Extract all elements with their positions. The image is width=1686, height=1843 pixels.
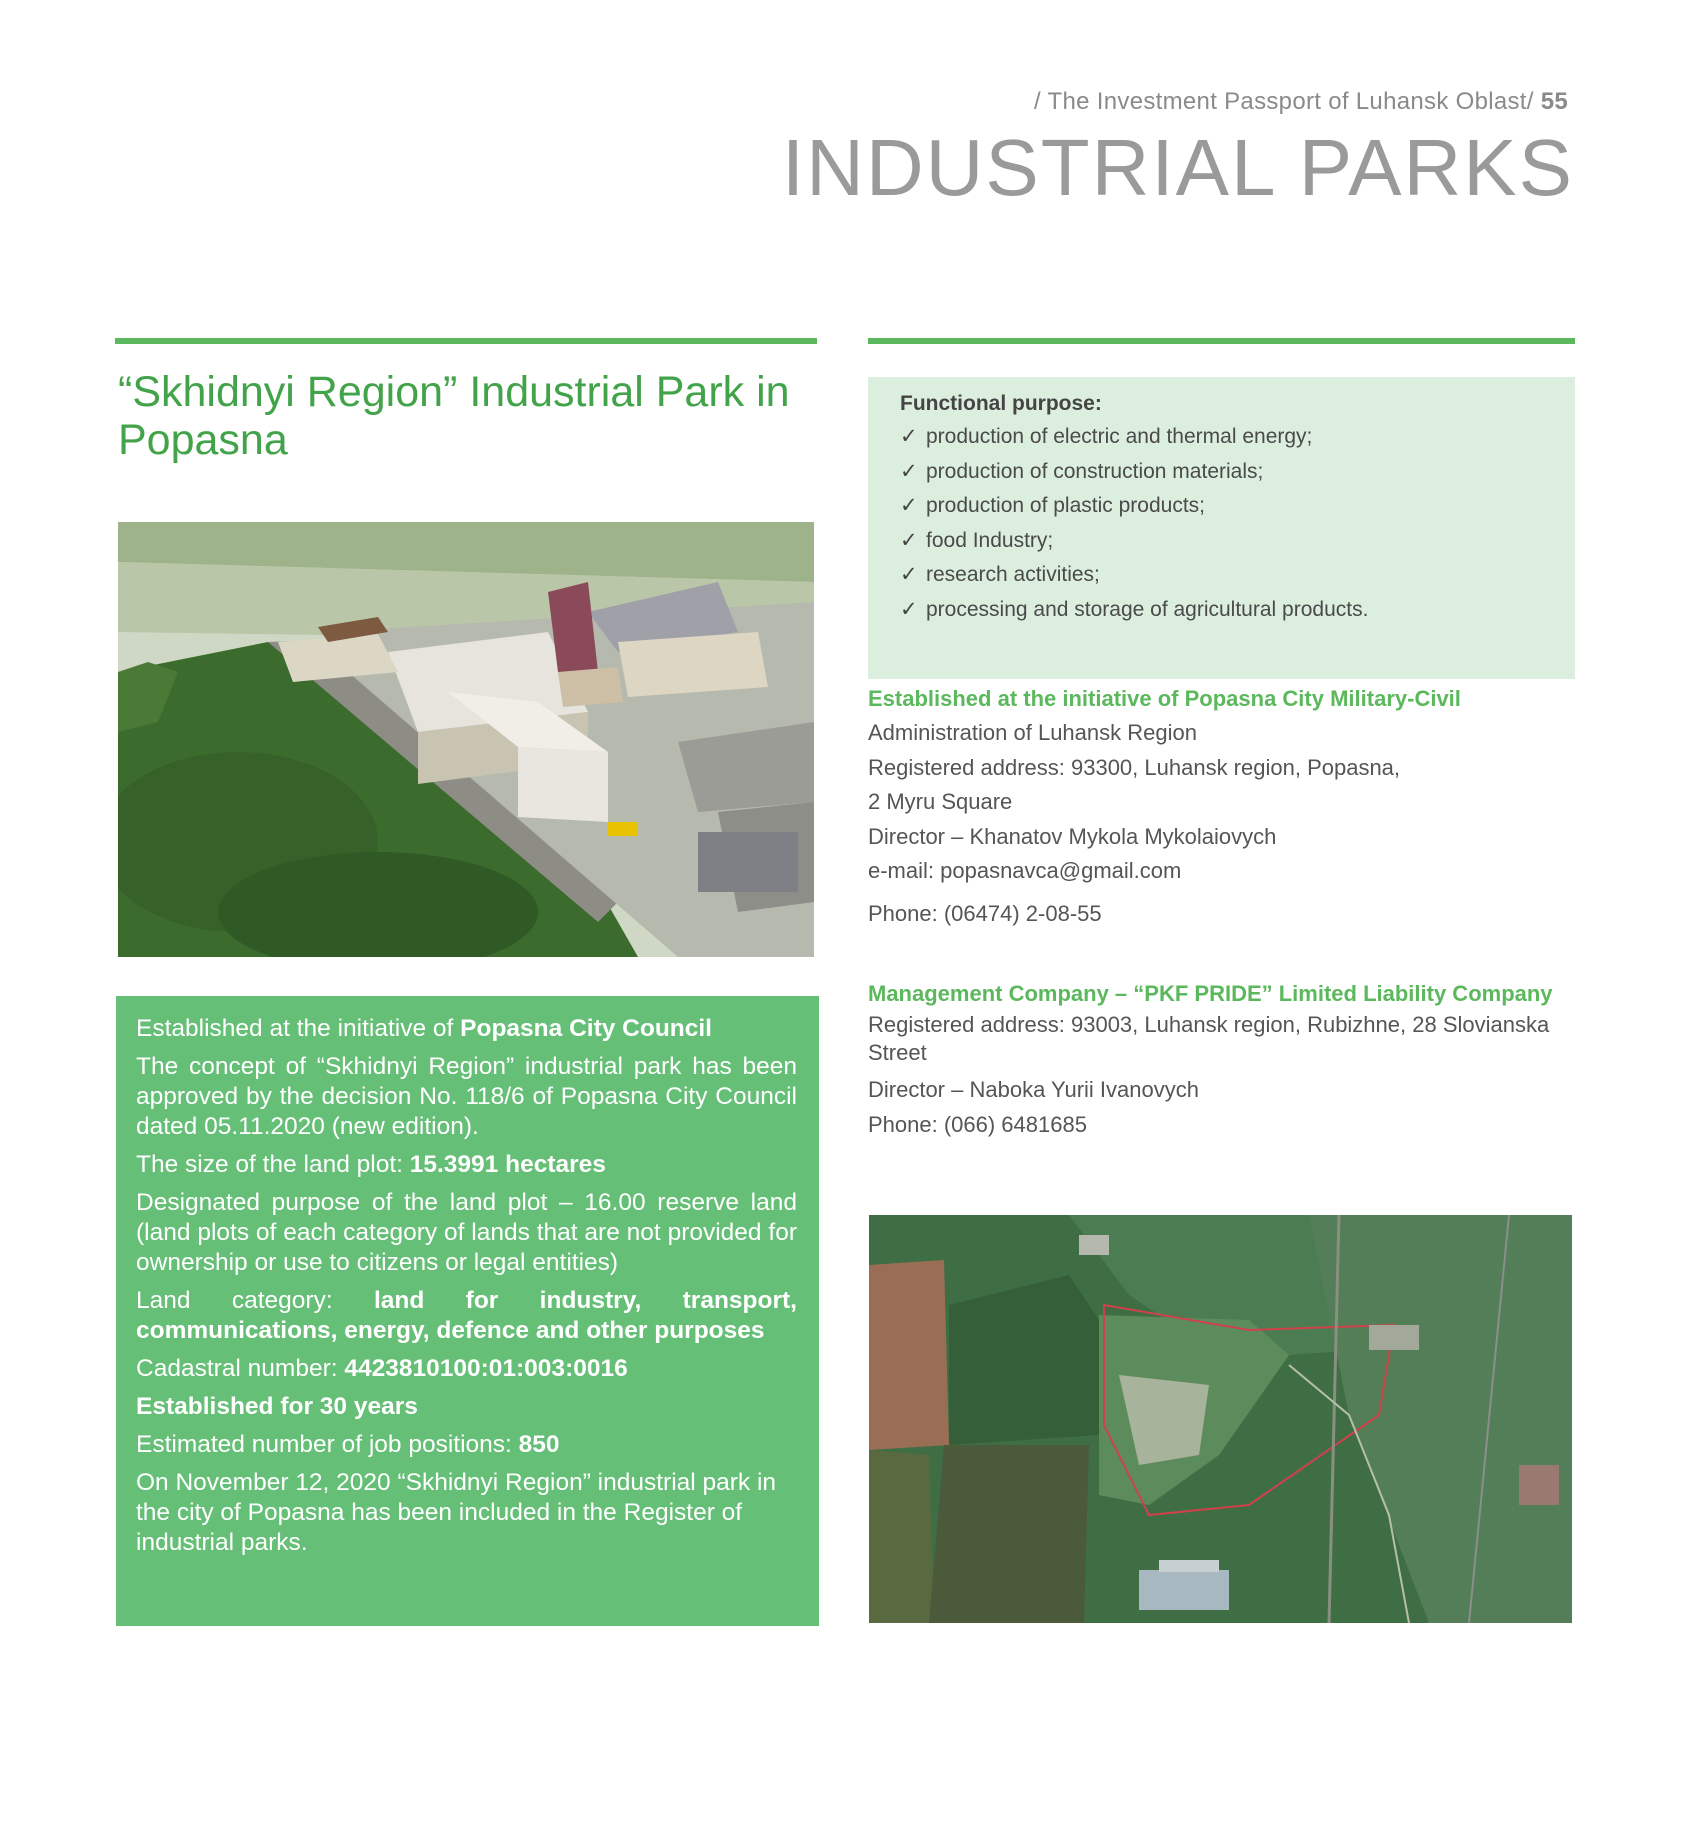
initiator-line: 2 Myru Square (868, 789, 1013, 814)
section-title: INDUSTRIAL PARKS (781, 123, 1574, 212)
initiator-email: e-mail: popasnavca@gmail.com (868, 858, 1182, 883)
register-note: On November 12, 2020 “Skhidnyi Region” industrial park in the city of Popasna has been included in the Register of industrial parks. (136, 1469, 777, 1556)
list-item (900, 420, 1575, 455)
checkmark-icon: ✓ (900, 494, 918, 517)
list-item-label: research activities; (926, 563, 1100, 586)
initiator-info (868, 682, 1578, 931)
park-details-panel (116, 996, 819, 1626)
initiator-director: Director – Khanatov Mykola Mykolaiovych (868, 823, 1277, 849)
checkmark-icon: ✓ (900, 459, 918, 483)
job-positions (136, 1430, 797, 1460)
functional-purpose-panel (868, 377, 1575, 679)
established-prefix: Established at the initiative of (136, 1015, 461, 1042)
initiator-phone: Phone: (06474) 2-08-55 (868, 900, 1102, 926)
list-item (900, 593, 1575, 628)
functional-purpose-title: Functional purpose: (900, 392, 1102, 415)
management-phone: Phone: (066) 6481685 (868, 1111, 1087, 1137)
cadastral-number (136, 1354, 797, 1384)
running-title (1034, 88, 1568, 116)
established-term (136, 1392, 797, 1422)
land-category-label: Land category: (136, 1287, 374, 1314)
list-item (900, 524, 1575, 559)
checkmark-icon: ✓ (900, 425, 918, 448)
management-heading: Management Company – “PKF PRIDE” Limited Liability Company (868, 981, 1553, 1006)
page-number: 55 (1540, 88, 1568, 115)
designated-purpose: Designated purpose of the land plot – 16.00 reserve land (land plots of each category of lands that are not provided for ownership or use to citizens or legal entities) (136, 1189, 797, 1276)
list-item (900, 489, 1575, 524)
checkmark-icon: ✓ (900, 563, 918, 586)
functional-purpose-list (900, 420, 1575, 627)
initiator-line: Registered address: 93300, Luhansk region, Popasna, (868, 754, 1401, 780)
list-item (900, 558, 1575, 593)
established-by-value: Popasna City Council (460, 1015, 712, 1042)
land-size-value: 15.3991 hectares (409, 1151, 606, 1178)
cadastral-label: Cadastral number: (136, 1355, 345, 1382)
initiator-heading: Established at the initiative of Popasna City Military-Civil (868, 686, 1461, 711)
running-title-text: / The Investment Passport of Luhansk Oblast/ (1034, 88, 1534, 115)
jobs-value: 850 (518, 1431, 560, 1458)
land-size (136, 1150, 797, 1180)
management-info (868, 977, 1578, 1142)
list-item (900, 455, 1575, 490)
list-item-label: food Industry; (926, 528, 1054, 552)
jobs-label: Estimated number of job positions: (136, 1431, 519, 1458)
park-aerial-rendering (118, 522, 814, 957)
land-category (136, 1286, 797, 1346)
checkmark-icon: ✓ (900, 597, 918, 621)
cadastral-value: 4423810100:01:003:0016 (344, 1355, 628, 1382)
park-title: “Skhidnyi Region” Industrial Park in Popasna (118, 368, 790, 464)
checkmark-icon: ✓ (900, 528, 918, 552)
management-director: Director – Naboka Yurii Ivanovych (868, 1077, 1199, 1102)
right-divider (868, 338, 1575, 344)
left-divider (115, 338, 817, 344)
management-address: Registered address: 93003, Luhansk region, Rubizhne, 28 Slovianska Street (868, 1012, 1550, 1065)
initiator-line: Administration of Luhansk Region (868, 720, 1197, 745)
concept-text: The concept of “Skhidnyi Region” industrial park has been approved by the decision No. 118/6 of Popasna City Council dated 05.11.2020 (new edition). (136, 1053, 797, 1140)
list-item-label: production of electric and thermal energy; (926, 425, 1313, 448)
land-category-value: land for industry, transport, communications, energy, defence and other purposes (136, 1287, 797, 1344)
list-item-label: processing and storage of agricultural products. (926, 597, 1369, 621)
land-size-label: The size of the land plot: (136, 1151, 410, 1178)
established-by (136, 1014, 797, 1044)
established-term-value: Established for 30 years (136, 1393, 418, 1420)
satellite-site-map (869, 1215, 1572, 1623)
list-item-label: production of construction materials; (926, 459, 1264, 483)
list-item-label: production of plastic products; (926, 494, 1205, 517)
